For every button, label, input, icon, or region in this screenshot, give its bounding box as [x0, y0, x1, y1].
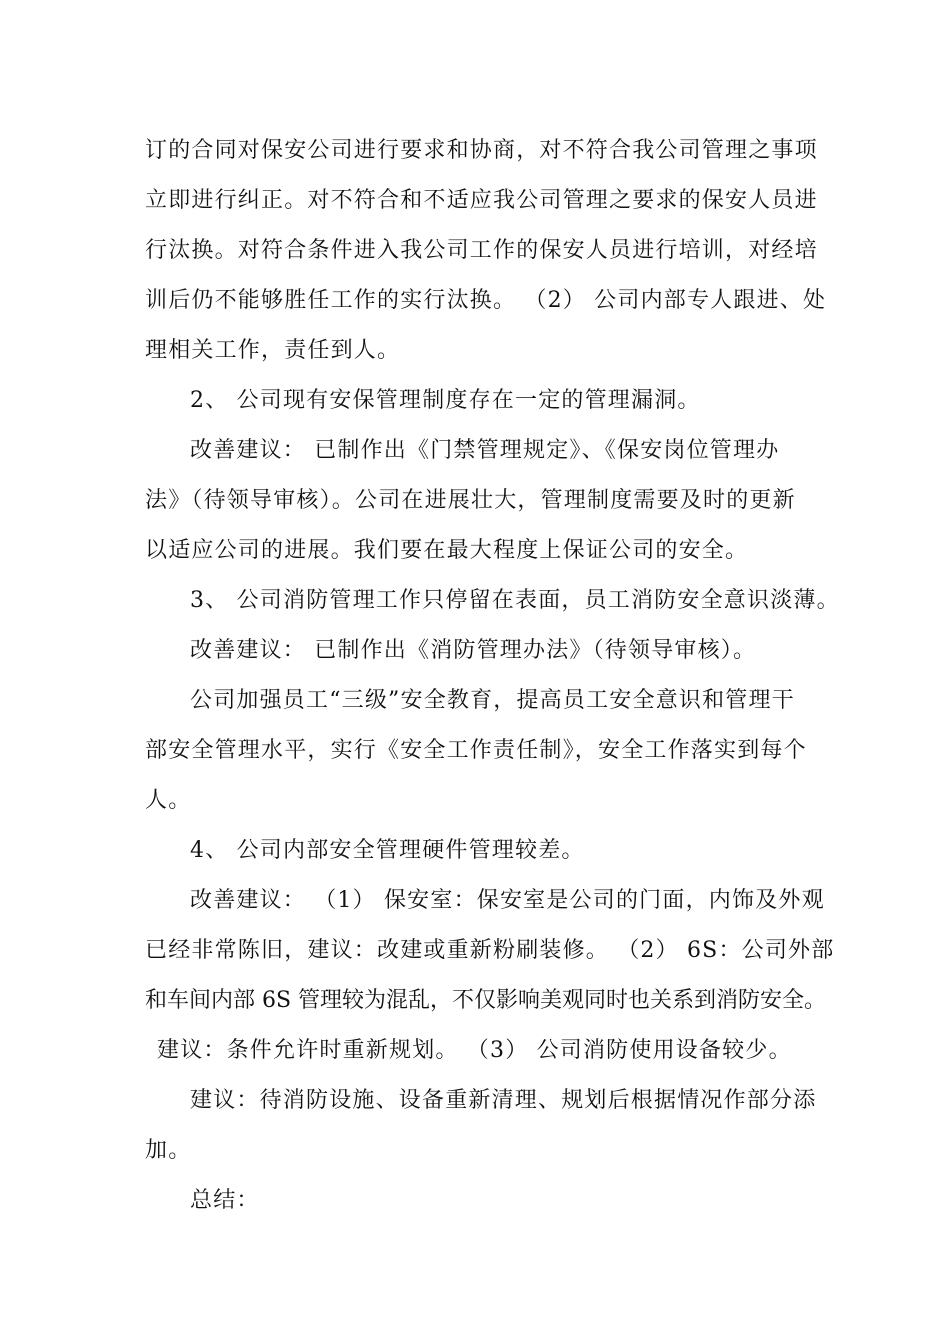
- text-line: 以适应公司的进展。我们要在最大程度上保证公司的安全。: [145, 538, 749, 563]
- text-line: 订的合同对保安公司进行要求和协商，对不符合我公司管理之事项: [145, 138, 818, 163]
- text-line: 法》（待领导审核）。公司在进展壮大，管理制度需要及时的更新: [145, 488, 796, 513]
- text-line: 建议：条件允许时重新规划。 （3） 公司消防使用设备较少。: [157, 1038, 792, 1063]
- section-heading: 3、 公司消防管理工作只停留在表面，员工消防安全意识淡薄。: [190, 588, 840, 613]
- section-heading: 4、 公司内部安全管理硬件管理较差。: [190, 838, 585, 863]
- text-line: 改善建议： 已制作出《门禁管理规定》、《保安岗位管理办: [190, 438, 780, 463]
- text-line: 公司加强员工“三级”安全教育，提高员工安全意识和管理干: [190, 688, 795, 713]
- summary-heading: 总结：: [190, 1188, 260, 1213]
- text-line: 人。: [145, 788, 192, 813]
- text-line: 建议：待消防设施、设备重新清理、规划后根据情况作部分添: [190, 1088, 817, 1113]
- text-line: 和车间内部 6S 管理较为混乱，不仅影响美观同时也关系到消防安全。: [145, 988, 827, 1013]
- text-line: 改善建议： 已制作出《消防管理办法》（待领导审核）。: [190, 638, 757, 663]
- section-heading: 2、 公司现有安保管理制度存在一定的管理漏洞。: [190, 388, 701, 413]
- text-line: 改善建议： （1） 保安室：保安室是公司的门面，内饰及外观: [190, 888, 825, 913]
- text-line: 行汰换。对符合条件进入我公司工作的保安人员进行培训，对经培: [145, 238, 818, 263]
- text-line: 已经非常陈旧，建议：改建或重新粉刷装修。 （2） 6S：公司外部: [145, 938, 835, 963]
- text-line: 部安全管理水平，实行《安全工作责任制》，安全工作落实到每个: [145, 738, 807, 763]
- text-line: 理相关工作，责任到人。: [145, 338, 401, 363]
- text-line: 训后仍不能够胜任工作的实行汰换。 （2） 公司内部专人跟进、处: [145, 288, 827, 313]
- text-line: 立即进行纠正。对不符合和不适应我公司管理之要求的保安人员进: [145, 188, 818, 213]
- text-line: 加。: [145, 1138, 192, 1163]
